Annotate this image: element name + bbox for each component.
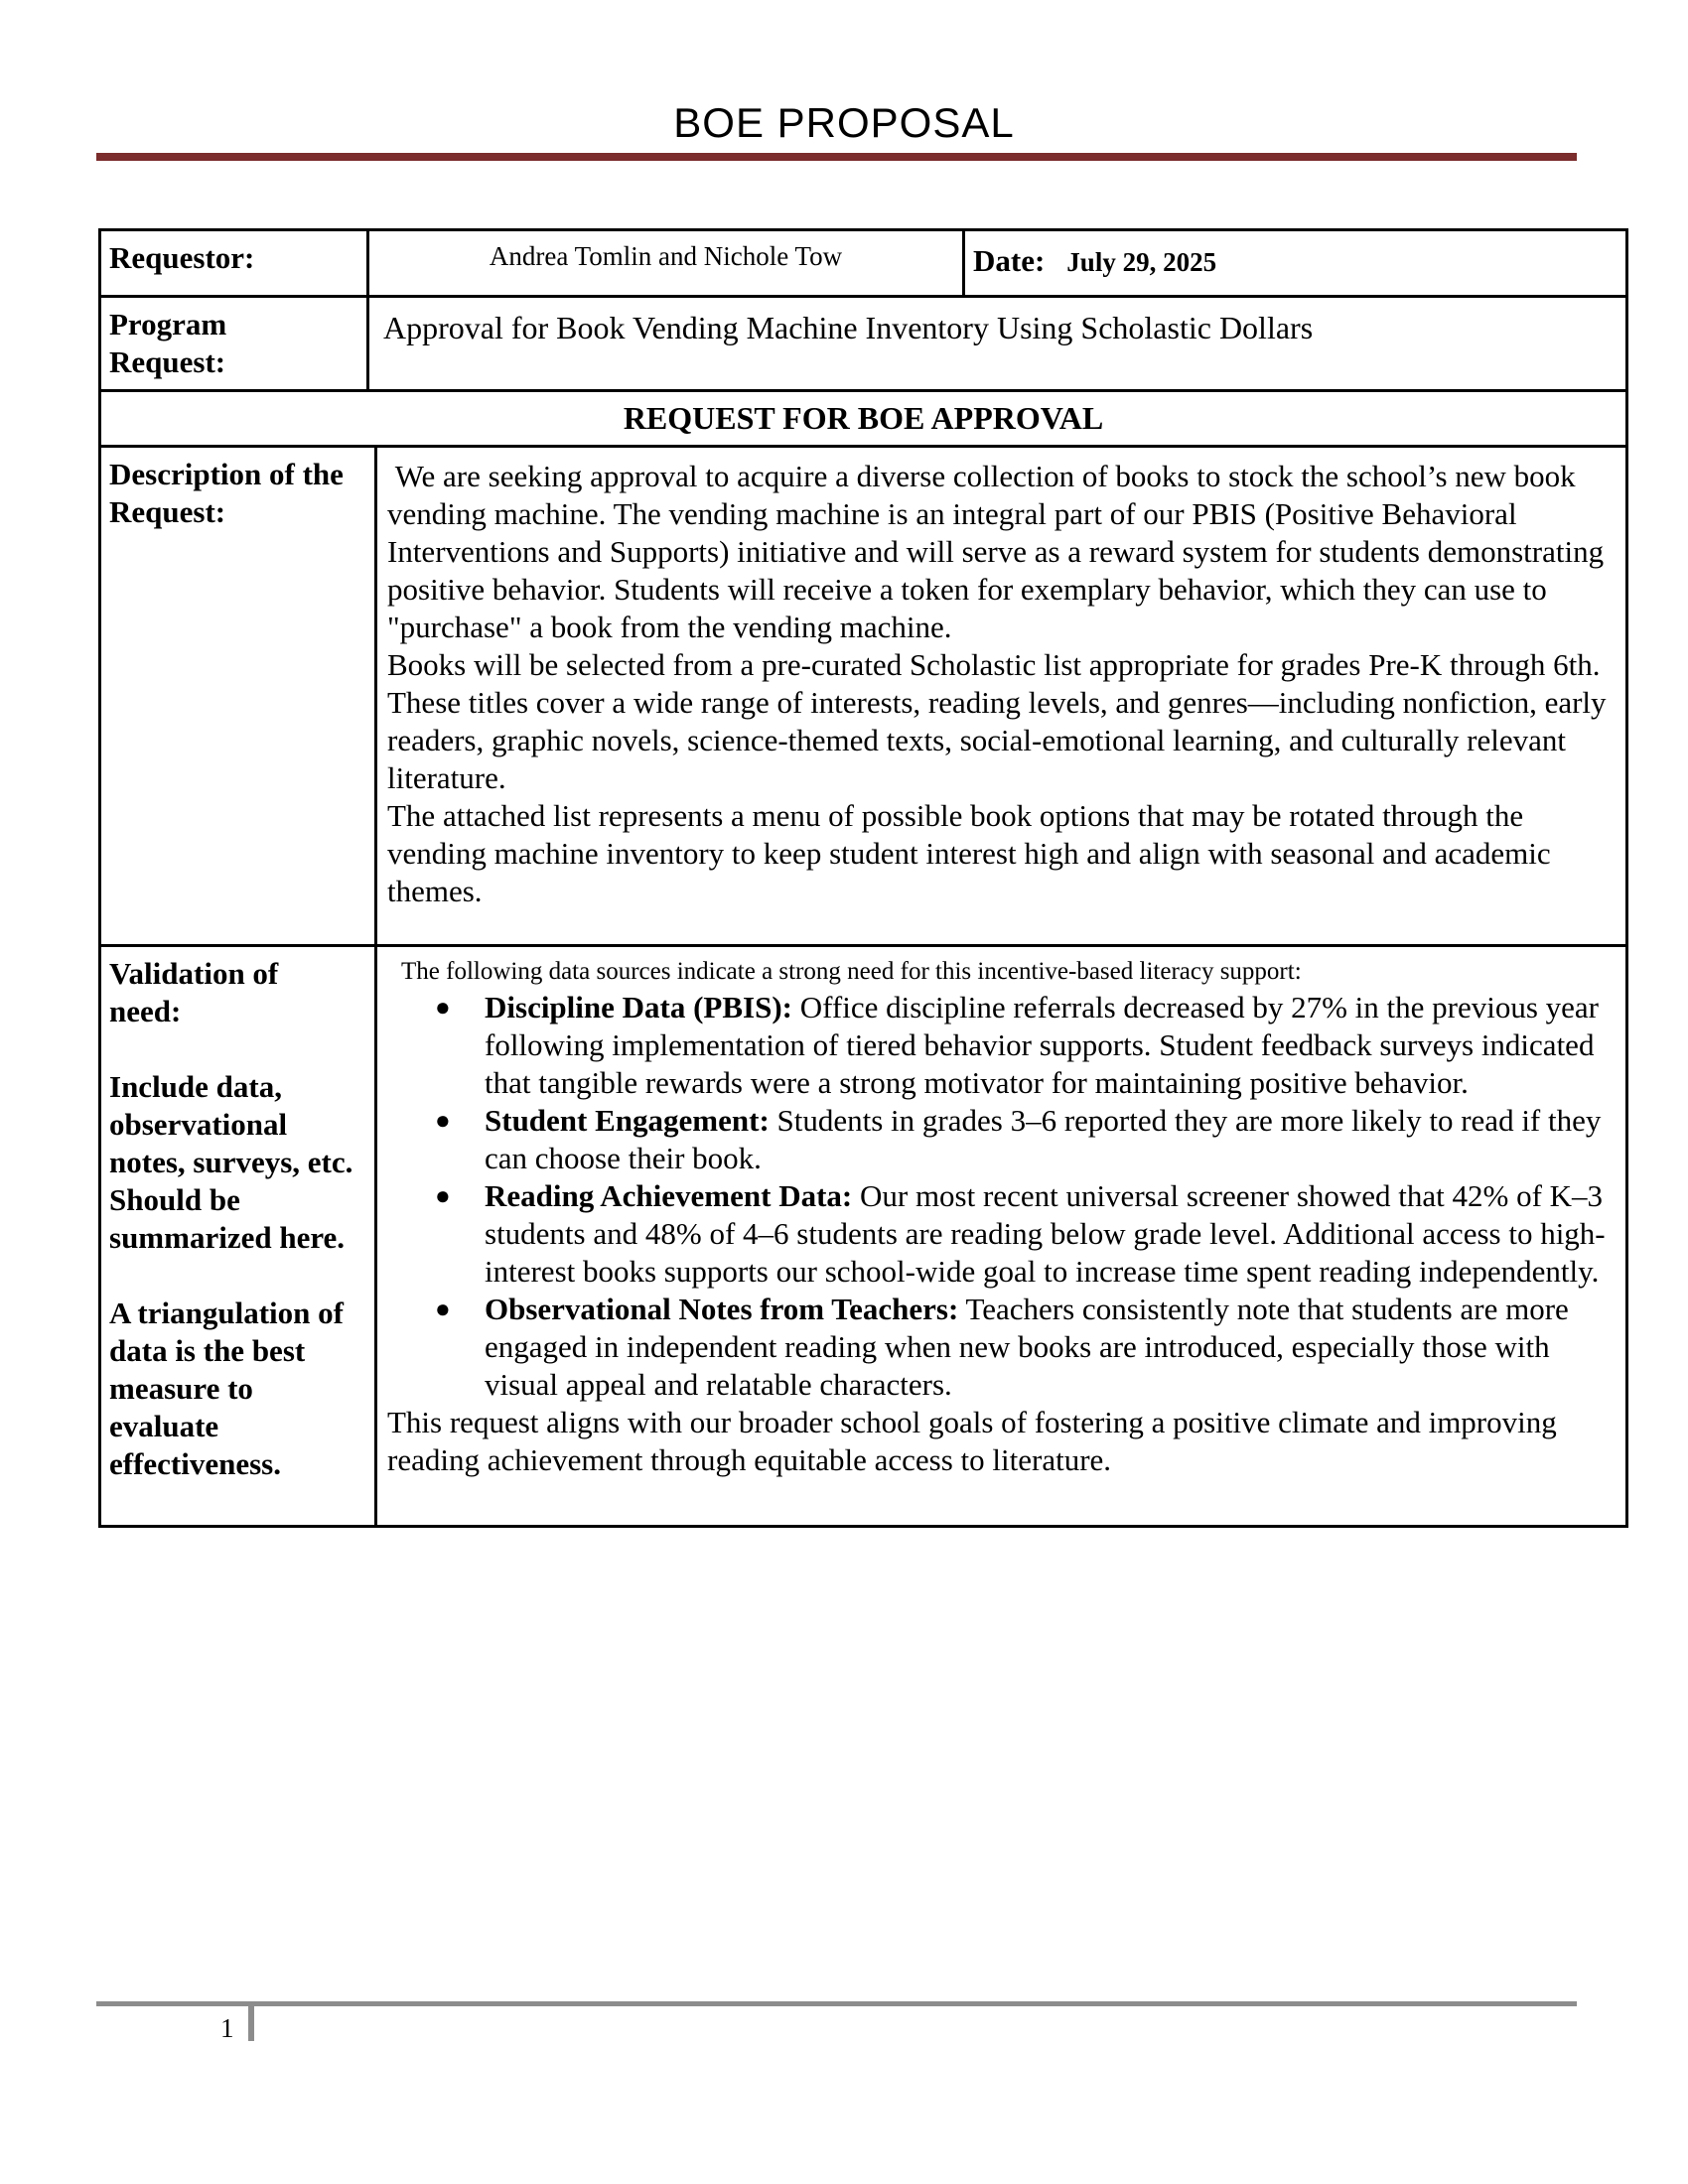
description-label: Description of the Request: — [100, 447, 376, 946]
description-text — [376, 447, 1627, 946]
document-title: BOE PROPOSAL — [673, 99, 1015, 146]
proposal-form — [98, 228, 1628, 1528]
section-heading-row — [100, 391, 1627, 447]
bullet-heading: Reading Achievement Data: — [485, 1178, 853, 1213]
list-item — [387, 1102, 1616, 1177]
description-row — [100, 447, 1627, 946]
requestor-label: Requestor: — [100, 230, 368, 297]
requestor-value: Andrea Tomlin and Nichole Tow — [368, 230, 964, 297]
list-item — [387, 989, 1616, 1102]
program-row — [100, 297, 1627, 391]
description-paragraph: The attached list represents a menu of possible book options that may be rotated through the vending machine inventory to keep student interest high and align with seasonal and academic themes. — [387, 798, 1551, 908]
validation-row — [100, 946, 1627, 1527]
validation-intro: The following data sources indicate a strong need for this incentive-based literacy support: — [401, 958, 1302, 985]
footer-divider — [248, 2001, 254, 2041]
date-value: July 29, 2025 — [1066, 247, 1217, 277]
header-rule — [96, 153, 1577, 161]
program-label: Program Request: — [100, 297, 368, 391]
program-value: Approval for Book Vending Machine Inventory Using Scholastic Dollars — [368, 297, 1627, 391]
bullet-icon: ● — [435, 1295, 451, 1323]
bullet-icon: ● — [435, 1106, 451, 1135]
list-item — [387, 1177, 1616, 1291]
bullet-icon: ● — [435, 1181, 451, 1210]
bullet-text: Our most recent universal screener showed that 42% of K–3 students and 48% of 4–6 students are reading below grade level. Additional access to high-interest books supports our school-wide goal to increase time spent reading independently. — [485, 1178, 1606, 1289]
bullet-text: Teachers consistently note that students are more engaged in independent reading when new books are introduced, especially those with visual appeal and relatable characters. — [485, 1292, 1569, 1402]
bullet-heading: Observational Notes from Teachers: — [485, 1292, 959, 1326]
validation-bullet-list — [387, 989, 1616, 1404]
bullet-heading: Student Engagement: — [485, 1103, 770, 1138]
description-paragraph: Books will be selected from a pre-curated Scholastic list appropriate for grades Pre-K through 6th. These titles cover a wide range of interests, reading levels, and genres—including nonfiction, early readers, graphic novels, science-themed texts, social-emotional learning, and culturally relevant literature. — [387, 647, 1607, 795]
date-label: Date: — [973, 243, 1046, 278]
footer-rule — [96, 2001, 1577, 2006]
section-heading: REQUEST FOR BOE APPROVAL — [100, 391, 1627, 447]
bullet-icon: ● — [435, 993, 451, 1022]
validation-closing: This request aligns with our broader school goals of fostering a positive climate and improving reading achievement through equitable access to literature. — [387, 1405, 1557, 1477]
bullet-text: Office discipline referrals decreased by 27% in the previous year following implementation of tiered behavior supports. Student feedback surveys indicated that tangible rewards were a strong motivator for maintaining positive behavior. — [485, 990, 1599, 1100]
list-item — [387, 1291, 1616, 1404]
bullet-heading: Discipline Data (PBIS): — [485, 990, 792, 1024]
page-number: 1 — [220, 2013, 234, 2043]
date-cell — [964, 230, 1627, 297]
requestor-row — [100, 230, 1627, 297]
validation-content — [376, 946, 1627, 1527]
validation-label: Validation of need: Include data, observational notes, surveys, etc. Should be summarized here. A triangulation of data is the best measure to evaluate effectiveness. — [100, 946, 376, 1527]
description-paragraph: We are seeking approval to acquire a diverse collection of books to stock the school’s new book vending machine. The vending machine is an integral part of our PBIS (Positive Behavioral Interventions and Supports) initiative and will serve as a reward system for students demonstrating positive behavior. Students will receive a token for exemplary behavior, which they can use to "purchase" a book from the vending machine. — [387, 459, 1612, 644]
bullet-text: Students in grades 3–6 reported they are more likely to read if they can choose their book. — [485, 1103, 1602, 1175]
